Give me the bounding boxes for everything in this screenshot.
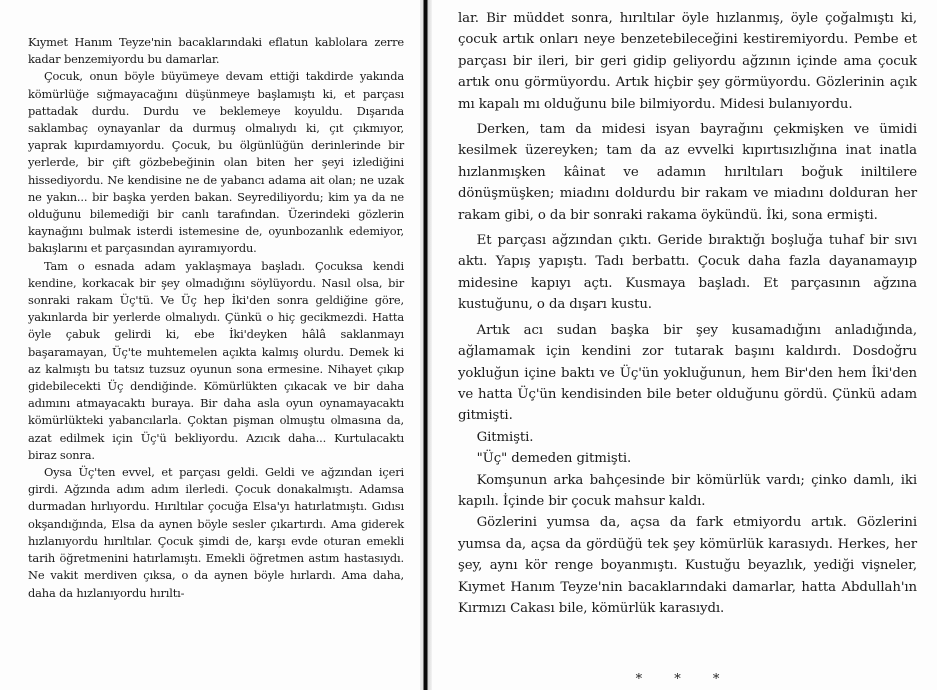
- section-separator: * * *: [635, 672, 734, 687]
- left-page: [0, 0, 420, 690]
- paragraph: Et parçası ağzından çıktı. Geride bıraktığı boşluğa tuhaf bir sıvı aktı. Yapış yapıştı. Tadı berbattı. Çocuk daha fazla dayanamayıp midesine kapıyı açtı. Kusmaya başladı. Et parçasının ağzına kustuğunu, o da dışarı kustu.: [458, 233, 917, 313]
- right-page-text: [458, 8, 917, 619]
- paragraph: Kıymet Hanım Teyze'nin bacaklarındaki eflatun kablolara zerre kadar benzemiyordu bu damarlar.: [28, 35, 404, 67]
- right-page: [432, 0, 937, 690]
- paragraph: Artık acı sudan başka bir şey kusamadığını anladığında, ağlamamak için kendini zor tutarak başını kaldırdı. Dosdoğru yokluğun içine baktı ve Üç'ün yokluğunun, hem Bir'den hem İki'den ve hatta Üç'ün kendisinden bile beter olduğunu gördü. Çünkü adam gitmişti.: [458, 322, 917, 424]
- paragraph: lar. Bir müddet sonra, hırıltılar öyle hızlanmış, öyle çoğalmıştı ki, çocuk artık onları neye benzetebileceğini kestiremiyordu. Pembe et parçası bir ileri, bir geri gidip geliyordu ağzının içinde ama çocuk artık onu görmüyordu. Artık hiçbir şey görmüyordu. Gözlerinin açık mı kapalı mı olduğunu bile bilmiyordu. Midesi bulanıyordu.: [458, 11, 917, 112]
- paragraph: Derken, tam da midesi isyan bayrağını çekmişken ve ümidi kesilmek üzereyken; tam da az evvelki kıpırtısızlığına inat inatla hızlanmışken kâinat ve adamın hırıltıları boğuk iniltilere dönüşmüşken; miadını doldurdu bir rakam ve miadını dolduran her rakam gibi, o da bir sonraki rakama öykündü. İki, sona ermişti.: [458, 122, 917, 223]
- paragraph: "Üç" demeden gitmişti.: [476, 451, 632, 467]
- paragraph: Çocuk, onun böyle büyümeye devam ettiği takdirde yakında kömürlüğe sığmayacağını düşünmeye başlamıştı ki, et parçası pattadak durdu. Durdu ve beklemeye koyuldu. Dışarıda saklambaç oynayanlar da durmuş olmalıydı ki, çıt çıkmıyor, yaprak kıpırdamıyordu. Çocuk, bu ölgünlüğün derinlerinde bir yerlerde, bir çift gözbebeğinin olan biten her şeyi izlediğini hissediyordu. Ne kendisine ne de yabancı adama ait olan; ne uzak ne yakın... bir başka yerden bakan. Seyrediliyordu; kim ya da ne olduğunu bilemediği bir canlı tarafından. Üzerindeki gözlerin kaynağını bulmak isterdi istemesine de, oyunbozanlık edemiyor, bakışlarını et parçasından ayıramıyordu.: [28, 69, 404, 256]
- paragraph: Oysa Üç'ten evvel, et parçası geldi. Geldi ve ağzından içeri girdi. Ağzında adım adım ilerledi. Çocuk donakalmıştı. Adamsa durmadan hırlıyordu. Hırıltılar çocuğa Elsa'yı hatırlatmıştı. Gıdısı okşandığında, Elsa da aynen böyle sesler çıkartırdı. Ama giderek hızlanıyordu hırıltılar. Çocuk şimdi de, karşı evde oturan emekli tarih öğretmenini hatırlamıştı. Emekli öğretmen astım hastasıydı. Ne vakit merdiven çıksa, o da aynen böyle hırlardı. Ama daha, daha da hızlanıyordu hırıltı-: [28, 465, 404, 600]
- paragraph: Komşunun arka bahçesinde bir kömürlük vardı; çinko damlı, iki kapılı. İçinde bir çocuk mahsur kaldı.: [458, 472, 917, 509]
- paragraph: Tam o esnada adam yaklaşmaya başladı. Çocuksa kendi kendine, korkacak bir şey olmadığını söylüyordu. Nasıl olsa, bir sonraki rakam Üç'tü. Ve Üç hep İki'den sonra geldiğine göre, yakınlarda bir yerlerde olmalıydı. Çünkü o hiç gecikmezdi. Hatta öyle çabuk gelirdi ki, ebe İki'deyken hâlâ saklanmayı başaramayan, Üç'te muhtemelen açıkta kalmış olurdu. Demek ki az kalmıştı bu tatsız tuzsuz oyunun sona ermesine. Nihayet çıkıp gidebilecekti Üç dendiğinde. Kömürlükten çıkacak ve bir daha adımını atmayacaktı buraya. Bir daha asla oyun oynamayacaktı kömürlükteki yabancılarla. Çoktan pişman olmuştu olmasına da, azat edilmek için Üç'ü bekliyordu. Azıcık daha... Kurtulacaktı biraz sonra.: [28, 258, 404, 462]
- paragraph: Gitmişti.: [476, 429, 534, 445]
- paragraph: Gözlerini yumsa da, açsa da fark etmiyordu artık. Gözlerini yumsa da, açsa da gördüğü tek şey kömürlük karasıydı. Herkes, her şey, aynı kör renge boyanmıştı. Kustuğu beyazlık, yediği vişneler, Kıymet Hanım Teyze'nin bacaklarındaki damarlar, hatta Abdullah'ın Kırmızı Cakası bile, kömürlük karasıydı.: [458, 515, 917, 616]
- left-page-text: [28, 34, 404, 602]
- book-gutter: [420, 0, 432, 690]
